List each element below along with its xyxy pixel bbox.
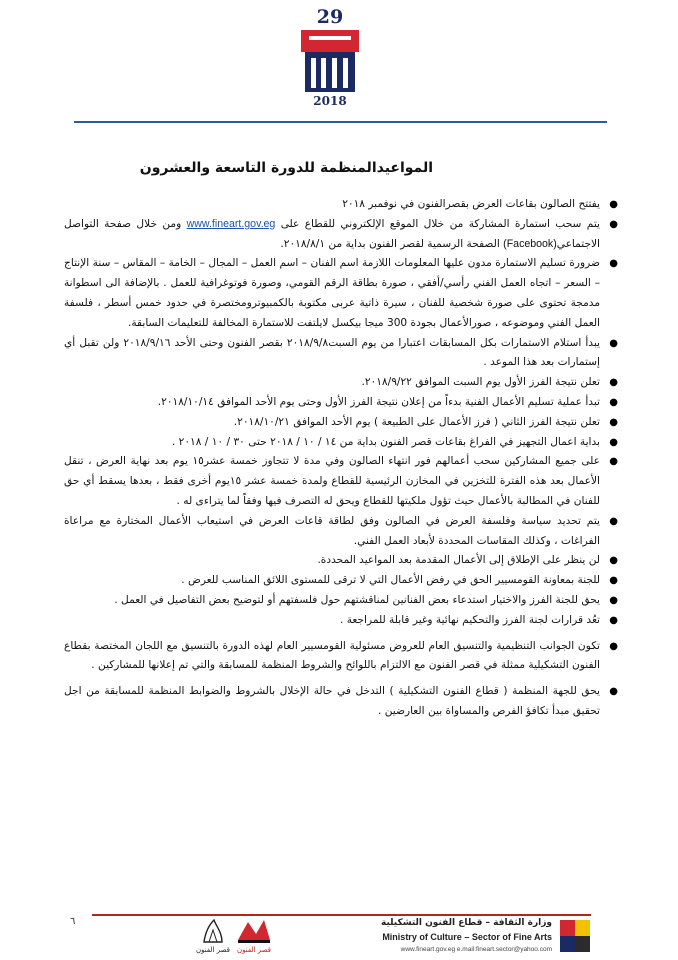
list-item: ● تعلن نتيجة الفرز الأول يوم السبت الموافق ٢٠١٨/٩/٢٢. (64, 373, 624, 393)
rules-list (64, 195, 624, 722)
list-item: ● لن ينظر على الإطلاق إلى الأعمال المقدمة بعد المواعيد المحددة. (64, 551, 624, 571)
bullet-icon: ● (609, 436, 618, 448)
footer-divider (92, 914, 591, 916)
bullet-icon: ● (609, 640, 618, 652)
salon-emblem-icon (301, 30, 359, 92)
page-title: المواعيدالمنظمة للدورة التاسعة والعشرون (139, 160, 433, 176)
bullet-icon: ● (609, 218, 618, 230)
edition-number: 29 (316, 6, 344, 28)
list-item: ● يتم سحب استمارة المشاركة من خلال الموقع الإلكتروني للقطاع على www.fineart.gov.eg ومن خلال صفحة التواصل الاجتماعي(Facebook) الصفحة الرسمية لقصر الفنون بداية من ٢٠١٨/٨/١. (64, 215, 624, 255)
list-item: ● للجنة بمعاونة القومسيير الحق في رفض الأعمال التي لا ترقى للمستوى اللائق المناسب للعرض . (64, 571, 624, 591)
arts-palace-outline-logo-icon (200, 918, 226, 946)
edition-year: 2018 (313, 94, 347, 108)
bullet-icon: ● (609, 555, 618, 567)
list-item: ● يبدأ استلام الاستمارات بكل المسابقات اعتبارا من يوم السبت٢٠١٨/٩/٨ بقصر الفنون وحتى الأحد ٢٠١٨/٩/١٦ ولن تقبل أي إستمارات بعد هذا الموعد . (64, 334, 624, 374)
list-item: ● يحق للجنة الفرز والاختيار استدعاء بعض الفنانين لمناقشتهم حول فلسفتهم أو لتوضيح بعض التفاصيل في العمل . (64, 591, 624, 611)
bullet-icon: ● (609, 686, 618, 698)
page-number: ٦ (70, 916, 76, 927)
bullet-icon: ● (609, 396, 618, 408)
palace-of-arts-logo-icon (236, 918, 272, 946)
bullet-icon: ● (609, 456, 618, 468)
list-item: ● يحق للجهة المنظمة ( قطاع الفنون التشكيلية ) التدخل في حالة الإخلال بالشروط والضوابط المنظمة للمسابقة من اجل تحقيق مبدأ تكافؤ الفرص والمساواة بين العارضين . (64, 682, 624, 722)
bullet-icon: ● (609, 377, 618, 389)
salon-logo (297, 6, 363, 110)
ministry-name-ar: وزارة الثقافة – قطاع الفنون التشكيلية (380, 918, 552, 928)
list-item: ● يتم تحديد سياسة وفلسفة العرض في الصالون وفق لطاقة قاعات العرض في استيعاب الأعمال المختارة مع مراعاة الفراغات ، وكذلك المقاسات المحددة لأبعاد العمل الفني. (64, 512, 624, 552)
ministry-contact: www.fineart.gov.eg e.mail:fineart.sector@yahoo.com (400, 946, 552, 953)
bullet-icon: ● (609, 199, 618, 210)
bullet-icon: ● (609, 258, 618, 270)
ministry-emblem-icon (560, 920, 590, 952)
bullet-icon: ● (609, 515, 618, 527)
bullet-icon: ● (609, 337, 618, 349)
bullet-icon: ● (609, 416, 618, 428)
list-item: ● تكون الجوانب التنظيمية والتنسيق العام للعروض مسئولية القومسيير العام لهذه الدورة بالتنسيق مع اللجان المختصة بقطاع الفنون التشكيلية ممثلة في قصر الفنون مع الالتزام باللوائح والشروط المنظمة للمسابقة والتي تم إعلانها للمشاركين . (64, 637, 624, 677)
list-item: ● على جميع المشاركين سحب أعمالهم فور انتهاء الصالون وفي مدة لا تتجاوز خمسة عشر١٥ يوم بعد نهاية العرض ، تنقل الأعمال بعد هذه الفترة للتخزين في المخازن الرئيسية للقطاع ولمدة خمسة عشر ١٥يوم أخرى فقط ، بعدها يسقط أي حق للفنان في المطالبة بالأعمال حيث تؤول ملكيتها للقطاع ويحق له التصرف فيها وفقاً لما يتراءى له . (64, 452, 624, 511)
website-link[interactable]: www.fineart.gov.eg (186, 217, 276, 230)
list-item: ● تبدأ عملية تسليم الأعمال الفنية بدءاً من إعلان نتيجة الفرز الأول وحتى يوم الأحد الموافق ٢٠١٨/١٠/١٤. (64, 393, 624, 413)
ministry-name-en: Ministry of Culture – Sector of Fine Arts (382, 932, 552, 942)
header-divider (74, 121, 607, 123)
bullet-icon: ● (609, 575, 618, 587)
arts-palace-label: قصر الفنون (196, 946, 230, 954)
list-item: ● ضرورة تسليم الاستمارة مدون عليها المعلومات اللازمة اسم الفنان – اسم العمل – المجال – الخامة – المقاس – سنة الإنتاج – السعر – اتجاه العمل الفني رأسي/أفقي ، صورة بطاقة الرقم القومي، وصورة فوتوغرافية للعمل . بالإضافة الى اسطوانة مدمجة تحتوى على صورة شخصية للفنان ، سيرة ذاتية عربى مكتوبة بالكمبيوترومختصرة في حدود خمس أسطر ، فلسفة العمل الفني وموضوعه ، صورالأعمال بجودة 300 ميجا بيكسل لايلتفت للاستمارة المخالفة للتعليمات السابقة. (64, 254, 624, 333)
list-item: ● تعُد قرارات لجنة الفرز والتحكيم نهائية وغير قابلة للمراجعة . (64, 611, 624, 631)
list-item: ● بداية اعمال التجهيز في الفراغ بقاعات قصر الفنون بداية من ١٤ / ١٠ / ٢٠١٨ حتى ٣٠ / ١٠ / ٢٠١٨ . (64, 433, 624, 453)
bullet-icon: ● (609, 594, 618, 606)
palace-of-arts-label: قصر الفنون (237, 946, 271, 954)
list-item: ● يفتتح الصالون بقاعات العرض بقصرالفنون في نوفمبر ٢٠١٨ (64, 195, 624, 215)
bullet-icon: ● (609, 614, 618, 626)
list-item: ● تعلن نتيجة الفرز الثاني ( فرز الأعمال على الطبيعة ) يوم الأحد الموافق ٢٠١٨/١٠/٢١. (64, 413, 624, 433)
